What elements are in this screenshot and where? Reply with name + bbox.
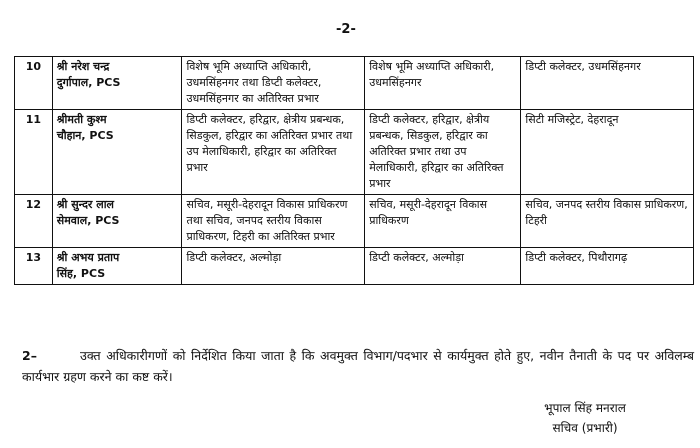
new-post — [521, 195, 694, 248]
relieved-charge — [365, 195, 521, 248]
current-post — [182, 110, 365, 195]
serial-number: 12 — [15, 195, 53, 248]
current-post-text: डिप्टी कलेक्टर, अल्मोड़ा — [186, 251, 282, 264]
new-post-text: डिप्टी कलेक्टर, पिथौरागढ़ — [525, 251, 628, 264]
officer-name — [52, 57, 182, 110]
paragraph-text: उक्त अधिकारीगणों को निर्देशित किया जाता है कि अवमुक्त विभाग/पदभार से कार्यमुक्त होते हुए, नवीन तैनाती के पद पर अविलम्ब कार्यभार ग्रहण करने का कष्ट करें। — [22, 348, 694, 384]
relieved-charge-text: सचिव, मसूरी-देहरादून विकास प्राधिकरण — [369, 198, 488, 227]
new-post — [521, 248, 694, 285]
serial-number: 11 — [15, 110, 53, 195]
officer-name-line: श्रीमती कुश्म — [56, 113, 107, 126]
new-post-text: सचिव, जनपद स्तरीय विकास प्राधिकरण, टिहरी — [525, 198, 688, 227]
current-post — [182, 57, 365, 110]
signature-block — [500, 398, 670, 438]
current-post — [182, 195, 365, 248]
current-post-text: डिप्टी कलेक्टर, हरिद्वार, क्षेत्रीय प्रबन्धक, सिडकुल, हरिद्वार का अतिरिक्त प्रभार तथा उप मेलाधिकारी, हरिद्वार का अतिरिक्त प्रभार — [186, 113, 353, 174]
new-post-text: सिटी मजिस्ट्रेट, देहरादून — [525, 113, 619, 126]
serial-number: 13 — [15, 248, 53, 285]
new-post — [521, 110, 694, 195]
officer-name — [52, 248, 182, 285]
transfer-table — [14, 56, 694, 285]
officer-name-line: सेमवाल, PCS — [56, 214, 120, 227]
relieved-charge — [365, 57, 521, 110]
officer-name-line: श्री सुन्दर लाल — [56, 198, 115, 211]
new-post-text: डिप्टी कलेक्टर, उधमसिंहनगर — [525, 60, 641, 73]
table-row — [15, 248, 694, 285]
officer-name — [52, 195, 182, 248]
signatory-designation: सचिव (प्रभारी) — [552, 421, 618, 435]
page-number: -2- — [336, 22, 356, 37]
table-row — [15, 195, 694, 248]
current-post-text: विशेष भूमि अध्याप्ति अधिकारी, उधमसिंहनगर तथा डिप्टी कलेक्टर, उधमसिंहनगर का अतिरिक्त प्रभार — [186, 60, 322, 105]
officer-name — [52, 110, 182, 195]
instruction-paragraph — [22, 345, 694, 387]
signatory-name: भूपाल सिंह मनराल — [544, 401, 626, 415]
officer-name-line: श्री अभय प्रताप — [56, 251, 120, 264]
current-post — [182, 248, 365, 285]
table-row — [15, 110, 694, 195]
officer-name-line: सिंह, PCS — [56, 267, 106, 280]
relieved-charge — [365, 110, 521, 195]
serial-number: 10 — [15, 57, 53, 110]
relieved-charge-text: डिप्टी कलेक्टर, हरिद्वार, क्षेत्रीय प्रबन्धक, सिडकुल, हरिद्वार का अतिरिक्त प्रभार तथा उप मेलाधिकारी, हरिद्वार का अतिरिक्त प्रभार — [369, 113, 504, 190]
paragraph-number: 2– — [22, 348, 37, 363]
officer-name-line: दुर्गापाल, PCS — [56, 76, 121, 89]
relieved-charge-text: डिप्टी कलेक्टर, अल्मोड़ा — [369, 251, 464, 264]
officer-name-line: चौहान, PCS — [56, 129, 114, 142]
relieved-charge-text: विशेष भूमि अध्याप्ति अधिकारी, उधमसिंहनगर — [369, 60, 495, 89]
table-row — [15, 57, 694, 110]
relieved-charge — [365, 248, 521, 285]
officer-name-line: श्री नरेश चन्द्र — [56, 60, 110, 73]
current-post-text: सचिव, मसूरी-देहरादून विकास प्राधिकरण तथा सचिव, जनपद स्तरीय विकास प्राधिकरण, टिहरी का अतिरिक्त प्रभार — [186, 198, 348, 243]
new-post — [521, 57, 694, 110]
